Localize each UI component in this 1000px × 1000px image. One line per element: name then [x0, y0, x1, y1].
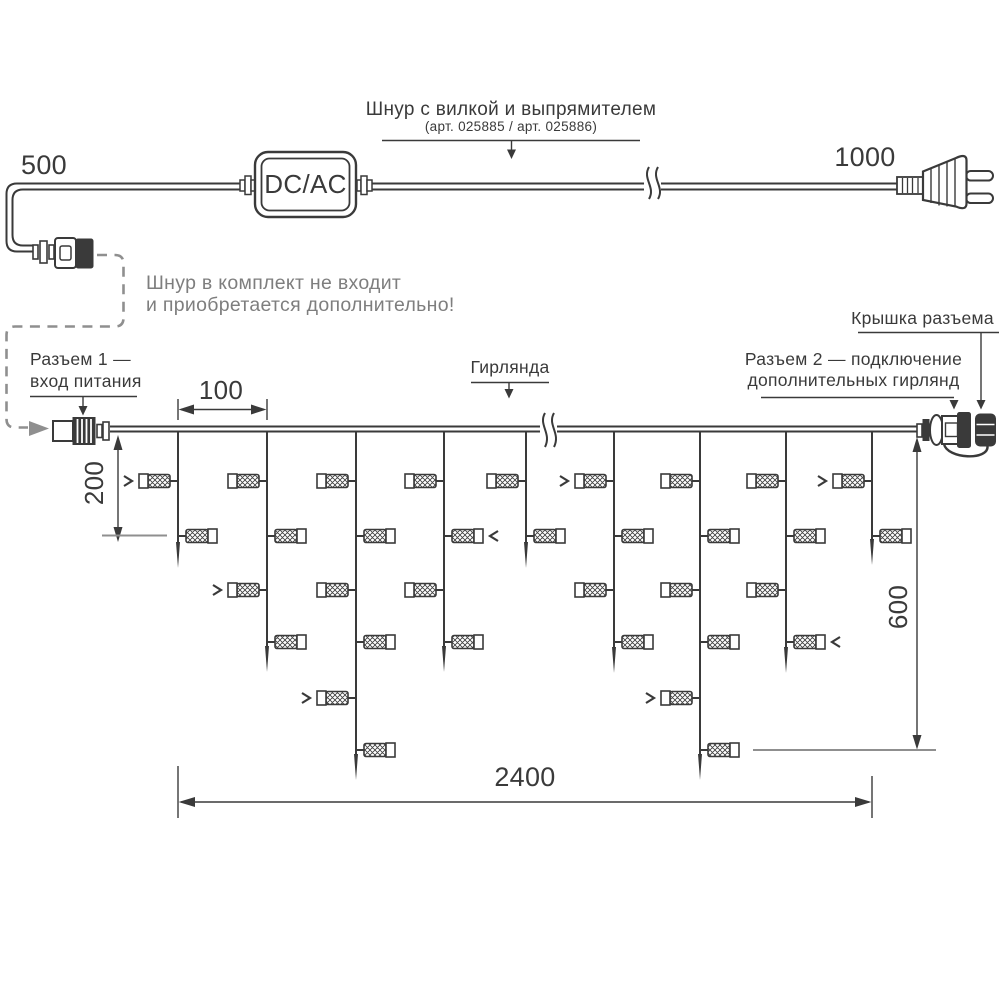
lamp-direction-arrow-icon	[490, 531, 498, 541]
icicle-lamp	[786, 635, 840, 649]
icicle-lamp	[405, 474, 444, 488]
icicle-lamp	[700, 529, 739, 543]
connector2-label-line1: Разъем 2 — подключение	[744, 349, 963, 369]
garland-main-wire	[110, 413, 917, 447]
icicle-lamp	[661, 474, 700, 488]
cord-subtitle: (арт. 025885 / арт. 025886)	[424, 119, 598, 134]
garland-drops	[124, 431, 911, 780]
icicle-lamp	[213, 583, 267, 597]
connector1-leader	[30, 397, 137, 416]
garland-drop	[487, 431, 565, 568]
icicle-lamp	[661, 583, 700, 597]
dashed-connection-route	[7, 255, 124, 436]
connector2-label	[741, 349, 966, 390]
connector-cap	[975, 414, 996, 447]
garland-drop	[213, 431, 306, 672]
garland-label-leader	[471, 383, 549, 399]
power-cord-right	[372, 167, 897, 199]
lamp-direction-arrow-icon	[818, 476, 826, 486]
cord-note	[146, 272, 455, 316]
lamp-direction-arrow-icon	[302, 693, 310, 703]
dim-200-label	[66, 457, 122, 509]
icicle-lamp	[646, 691, 700, 705]
icicle-lamp	[872, 529, 911, 543]
icicle-lamp	[178, 529, 217, 543]
icicle-lamp	[700, 743, 739, 757]
dim-600-label	[870, 581, 926, 633]
icicle-lamp	[356, 743, 395, 757]
garland-drop	[302, 431, 395, 780]
icicle-lamp	[818, 474, 872, 488]
gray-arrow-icon	[29, 421, 49, 436]
icicle-lamp	[302, 691, 356, 705]
lamp-direction-arrow-icon	[124, 476, 132, 486]
dim-500-label: 500	[21, 150, 67, 180]
icicle-lamp	[317, 474, 356, 488]
connector2-leader	[761, 398, 959, 410]
connector2-label-line2: дополнительных гирлянд	[747, 369, 960, 390]
icicle-lamp	[614, 529, 653, 543]
cord-note-line1: Шнур в комплект не входит	[146, 272, 402, 294]
garland-label: Гирлянда	[470, 357, 550, 377]
garland-drop	[646, 431, 739, 780]
lamp-direction-arrow-icon	[646, 693, 654, 703]
icicle-lamp	[560, 474, 614, 488]
cord-break-mark	[647, 167, 660, 199]
wire-break-mark	[543, 413, 556, 447]
connector1-label	[30, 349, 142, 392]
icicle-lamp	[700, 635, 739, 649]
icicle-lamp	[405, 583, 444, 597]
lamp-direction-arrow-icon	[560, 476, 568, 486]
dim-600-value: 600	[882, 584, 913, 630]
icicle-lamp	[444, 529, 498, 543]
icicle-lamp	[356, 635, 395, 649]
garland-drop	[747, 431, 840, 673]
connector1-label-line1: Разъем 1 —	[30, 349, 131, 369]
icicle-lamp	[317, 583, 356, 597]
cap-label: Крышка разъема	[851, 308, 994, 328]
dim-100-label: 100	[198, 375, 244, 405]
icicle-lamp	[747, 583, 786, 597]
icicle-lamp	[487, 474, 526, 488]
cord-end-connector	[33, 238, 93, 268]
icicle-lamp	[786, 529, 825, 543]
icicle-lamp	[228, 474, 267, 488]
icicle-lamp	[526, 529, 565, 543]
lamp-direction-arrow-icon	[213, 585, 221, 595]
icicle-lamp	[267, 635, 306, 649]
cord-title: Шнур с вилкой и выпрямителем	[365, 99, 657, 120]
icicle-lamp	[124, 474, 178, 488]
garland-drop	[405, 431, 498, 672]
icicle-lamp	[356, 529, 395, 543]
connector1-label-line2: вход питания	[30, 370, 142, 391]
dcac-label: DC/AC	[264, 169, 347, 199]
icicle-lamp	[444, 635, 483, 649]
dim-2400-label: 2400	[494, 762, 556, 792]
icicle-lamp	[747, 474, 786, 488]
dim-1000-label: 1000	[834, 142, 896, 172]
garland-drop	[560, 431, 653, 673]
icicle-lamp	[614, 635, 653, 649]
connector-1	[53, 418, 109, 445]
cord-title-leader	[382, 141, 640, 160]
garland-drop	[124, 431, 217, 568]
lamp-direction-arrow-icon	[832, 637, 840, 647]
icicle-lamp	[575, 583, 614, 597]
icicle-lamp	[267, 529, 306, 543]
cord-note-line2: и приобретается дополнительно!	[146, 294, 455, 316]
garland-drop	[818, 431, 911, 565]
power-plug	[897, 156, 993, 208]
dim-200-value: 200	[78, 460, 109, 506]
